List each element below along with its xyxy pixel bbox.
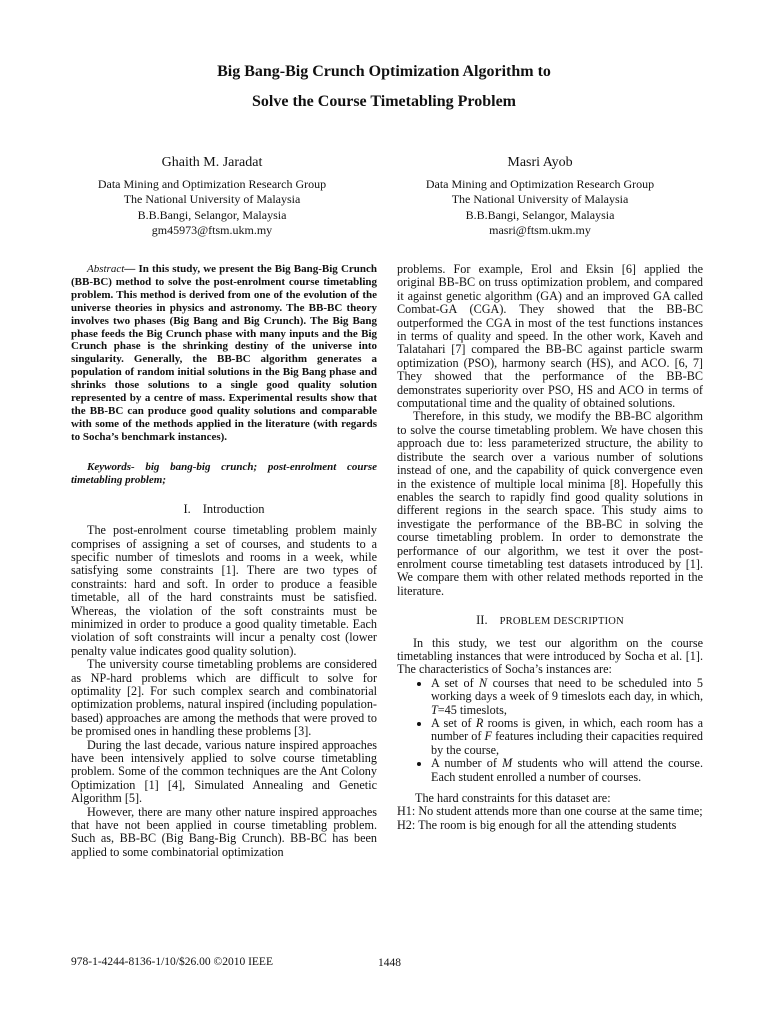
author-affiliation-address: B.B.Bangi, Selangor, Malaysia <box>465 207 615 222</box>
author-email: masri@ftsm.ukm.my <box>489 223 591 237</box>
intro-paragraph-3: During the last decade, various nature inspired approaches have been intensively applied to solve course timetabling problem. Some of the common techniques are the Ant Colony Optimization [1] [4], Simulated Annealing and Genetic Algorithm [5]. <box>71 737 377 806</box>
section-number: II. <box>476 613 488 628</box>
intro-paragraph-5: problems. For example, Erol and Eksin [6] applied the original BB-BC on truss optimization problem, and compared it against genetic algorithm (GA) and an improved GA called Combat-GA (CGA). They showed that the BB-BC outperformed the CGA in most of the test functions instances in terms of quality and speed. In the other work, Kaveh and Talatahari [7] compared the BB-BC against particle swarm optimization (PSO), harmony search (HS), and ACO. [6, 7] They showed that the performance of the BB-BC demonstrates superiority over PSO, HS and ACO in terms of computational time and the quality of obtained solutions. <box>397 262 703 411</box>
paper-title-line-1: Big Bang-Big Crunch Optimization Algorithm to <box>217 63 551 80</box>
abstract-label: Abstract <box>87 263 125 275</box>
right-column <box>397 263 703 832</box>
section-heading-problem-description <box>397 614 703 628</box>
problem-intro-paragraph: In this study, we test our algorithm on the course timetabling instances that were introduced by Socha et al. [1]. The characteristics of Socha’s instances are: <box>397 635 703 677</box>
author-block-2 <box>390 155 690 239</box>
list-item: • A set of N courses that need to be scheduled into 5 working days a week of 9 timeslots each day, in which, T=45 timeslots, <box>431 677 703 717</box>
author-affiliation-group: Data Mining and Optimization Research Group <box>97 176 327 191</box>
hard-constraint-h1: H1: No student attends more than one course at the same time; <box>397 804 703 819</box>
list-item: • A number of M students who will attend the course. Each student enrolled a number of courses. <box>431 757 703 784</box>
author-affiliation-group: Data Mining and Optimization Research Group <box>425 176 655 191</box>
abstract <box>71 263 377 444</box>
page-number: 1448 <box>378 957 401 969</box>
author-affiliation-address: B.B.Bangi, Selangor, Malaysia <box>137 207 287 222</box>
hard-constraints-intro: The hard constraints for this dataset are: <box>415 791 611 806</box>
left-column <box>71 263 377 859</box>
intro-paragraph-1: The post-enrolment course timetabling problem mainly comprises of assigning a set of courses, and students to a specific number of timeslots and rooms in a week, while satisfying some constraints [1]. There are two types of constraints: hard and soft. In order to produce a feasible timetable, all of the hard constraints must be satisfied. Whereas, the violation of the soft constraints must be minimized in order to produce a good quality timetable. Each violation of soft constraints will incur a penalty cost (lower penalty value indicates good quality solution). <box>71 523 377 658</box>
intro-paragraph-2: The university course timetabling problems are considered as NP-hard problems which are difficult to solve for optimality [2]. For such complex search and combinatorial optimization problems, natural inspired (including population-based) approaches are among the methods that were proved to be promised ones in handling these problems [3]. <box>71 657 377 739</box>
paper-title-line-2: Solve the Course Timetabling Problem <box>252 93 516 110</box>
intro-paragraph-6: Therefore, in this study, we modify the BB-BC algorithm to solve the course timetabling problem. We have chosen this approach due to: less parameterized structure, the ability to distribute the search over a various number of solutions instead of one, and the capability of quick convergence even in the existence of multiple local minima [8]. Hopefully this enables the search to rapidly find good quality solutions in different regions in the search space. This study aims to investigate the performance of the BB-BC in solving the course timetabling problem. In order to demonstrate the performance of our algorithm, we test it over the post-enrolment course timetabling test datasets introduced by [1]. We compare them with other related methods reported in the literature. <box>397 409 703 598</box>
abstract-text: In this study, we present the Big Bang-Big Crunch (BB-BC) method to solve the post-enrolment course timetabling problem. This method is derived from one of the evolution of the universe theories in physics and astronomy. The BB-BC theory involves two phases (Big Bang and Big Crunch). The Big Bang phase feeds the Big Crunch phase with many inputs and the Big Crunch phase is the shrinking destiny of the universe into singularity. Generally, the BB-BC algorithm generates a population of random initial solutions in the Big Bang phase and shrinks those solutions to a single good quality solution represented by a centre of mass. Experimental results show that the BB-BC can produce good quality solutions and comparable with some of the methods applied in the literature (with regards to Socha’s benchmark instances). <box>71 263 378 443</box>
author-name: Masri Ayob <box>507 155 573 170</box>
instance-characteristics-list <box>397 677 703 784</box>
author-email: gm45973@ftsm.ukm.my <box>151 223 273 237</box>
author-affiliation-university: The National University of Malaysia <box>123 192 301 206</box>
keywords: Keywords- big bang-big crunch; post-enrolment course timetabling problem; <box>71 460 377 486</box>
footer-isbn: 978-1-4244-8136-1/10/$26.00 ©2010 IEEE <box>71 956 273 968</box>
list-item: • A set of R rooms is given, in which, each room has a number of F features including their capacities required by the course, <box>431 717 703 757</box>
section-title: PROBLEM DESCRIPTION <box>499 616 624 628</box>
section-heading-introduction <box>71 503 377 516</box>
author-affiliation-university: The National University of Malaysia <box>451 192 629 206</box>
author-block-1 <box>62 155 362 239</box>
section-number: I. <box>183 501 191 516</box>
hard-constraint-h2: H2: The room is big enough for all the attending students <box>397 817 677 832</box>
abstract-dash: — <box>124 263 139 275</box>
author-name: Ghaith M. Jaradat <box>161 155 263 170</box>
section-title: Introduction <box>202 501 265 516</box>
intro-paragraph-4: However, there are many other nature inspired approaches that have not been applied in course timetabling problem. Such as, BB-BC (Big Bang-Big Crunch). BB-BC has been applied to some combinatorial optimization <box>71 804 377 859</box>
